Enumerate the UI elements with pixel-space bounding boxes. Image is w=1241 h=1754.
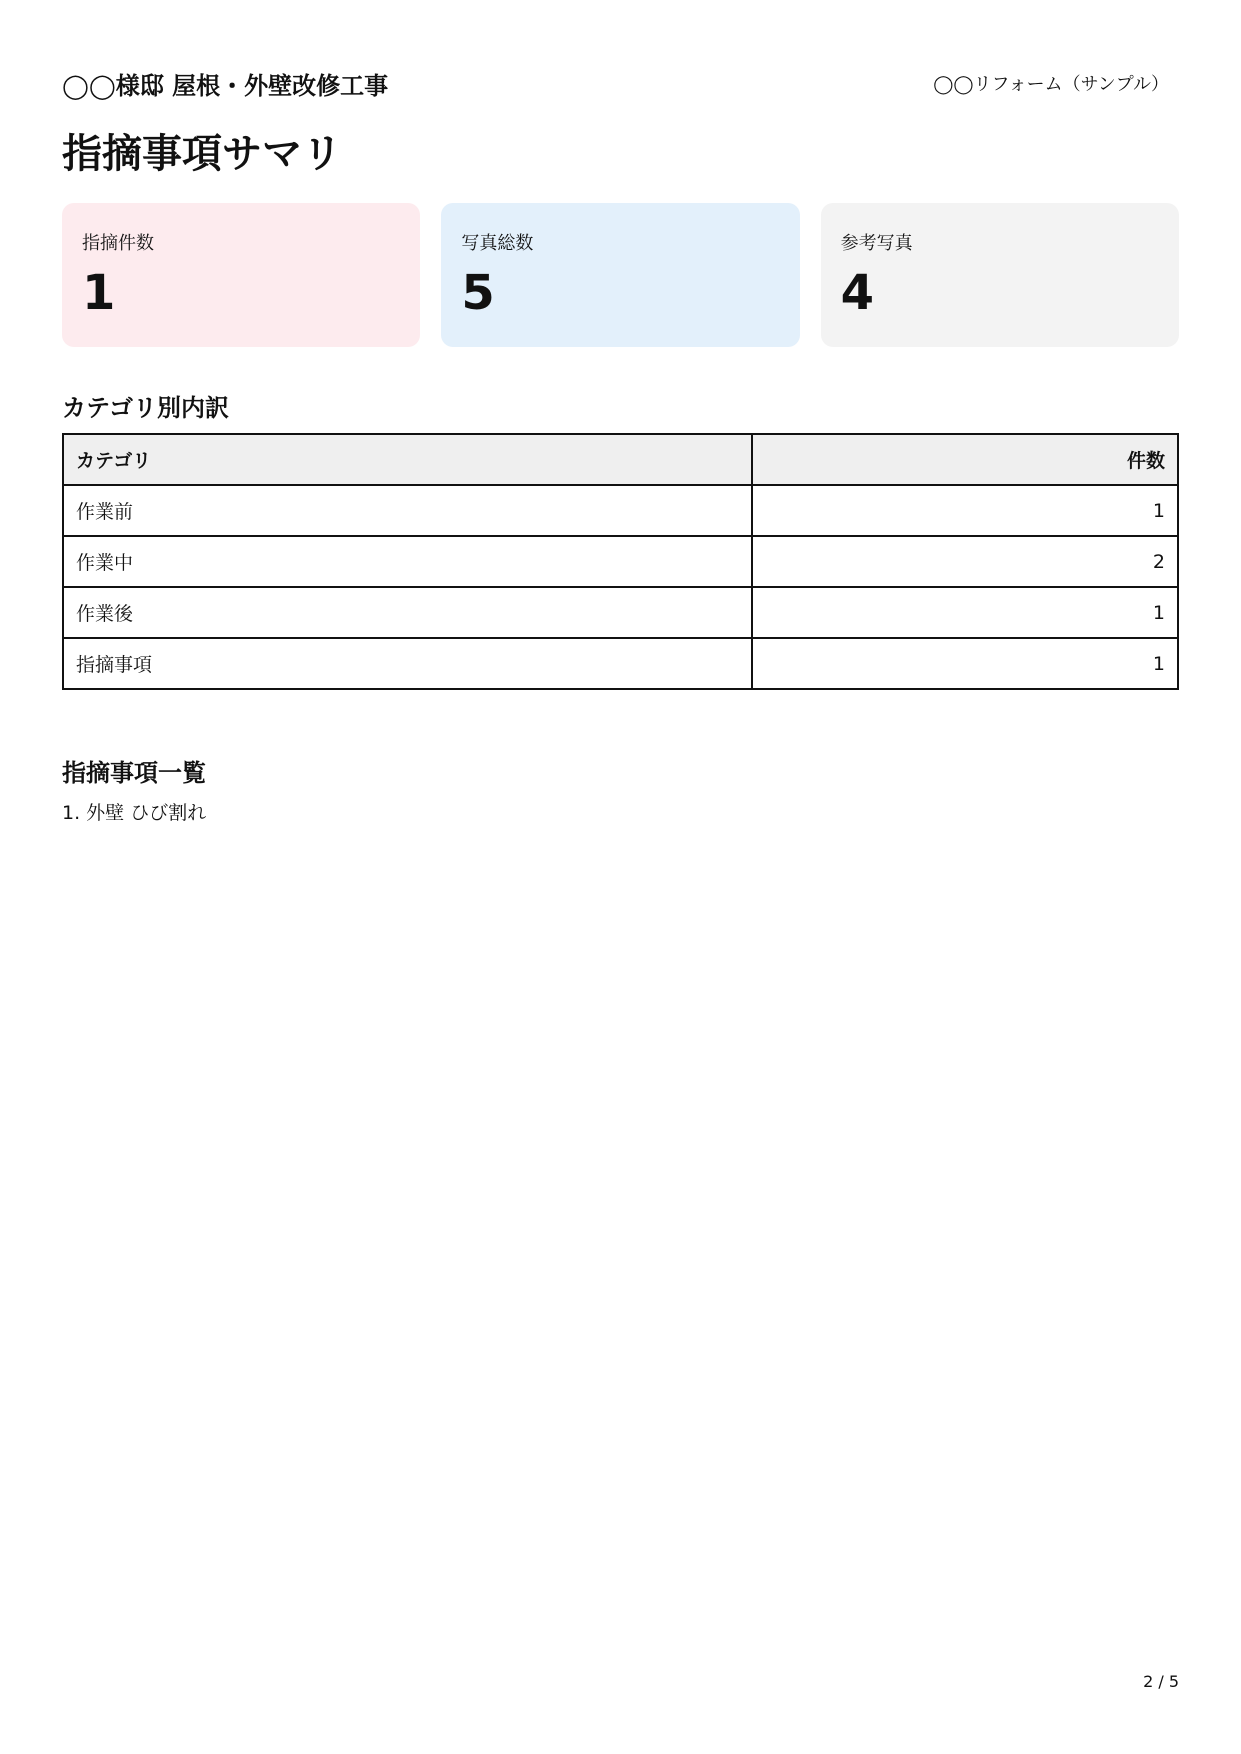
stat-label: 参考写真 [840, 233, 913, 254]
column-header-category: カテゴリ [63, 434, 752, 485]
page-title: 指摘事項サマリ [62, 131, 342, 177]
stat-value: 5 [461, 265, 495, 321]
stat-card-total-photos [441, 203, 799, 347]
stat-card-issue-count [62, 203, 420, 347]
table-header-row [63, 434, 1178, 485]
category-cell: 作業前 [63, 485, 752, 536]
stat-value: 1 [82, 265, 116, 321]
count-cell: 2 [752, 536, 1178, 587]
count-cell: 1 [752, 638, 1178, 689]
category-cell: 作業後 [63, 587, 752, 638]
report-page [62, 0, 1179, 1754]
issues-section-title: 指摘事項一覧 [62, 759, 206, 787]
count-cell: 1 [752, 587, 1178, 638]
issues-list [62, 798, 206, 825]
stat-card-reference-photos [821, 203, 1179, 347]
stat-value: 4 [840, 265, 875, 321]
document-header [62, 62, 1179, 102]
category-cell: 指摘事項 [63, 638, 752, 689]
project-title: ◯◯様邸 屋根・外壁改修工事 [62, 72, 389, 100]
stat-cards [62, 203, 1179, 347]
table-row [63, 638, 1178, 689]
category-table [62, 433, 1179, 690]
stat-label: 指摘件数 [82, 233, 154, 254]
list-item: 1. 外壁 ひび割れ [62, 802, 207, 824]
count-cell: 1 [752, 485, 1178, 536]
table-row [63, 485, 1178, 536]
table-row [63, 587, 1178, 638]
column-header-count: 件数 [752, 434, 1178, 485]
company-name: ◯◯リフォーム（サンプル） [933, 74, 1169, 95]
category-section-title: カテゴリ別内訳 [62, 394, 230, 422]
stat-label: 写真総数 [461, 233, 534, 254]
category-cell: 作業中 [63, 536, 752, 587]
table-row [63, 536, 1178, 587]
page-number: 2 / 5 [1143, 1672, 1179, 1691]
